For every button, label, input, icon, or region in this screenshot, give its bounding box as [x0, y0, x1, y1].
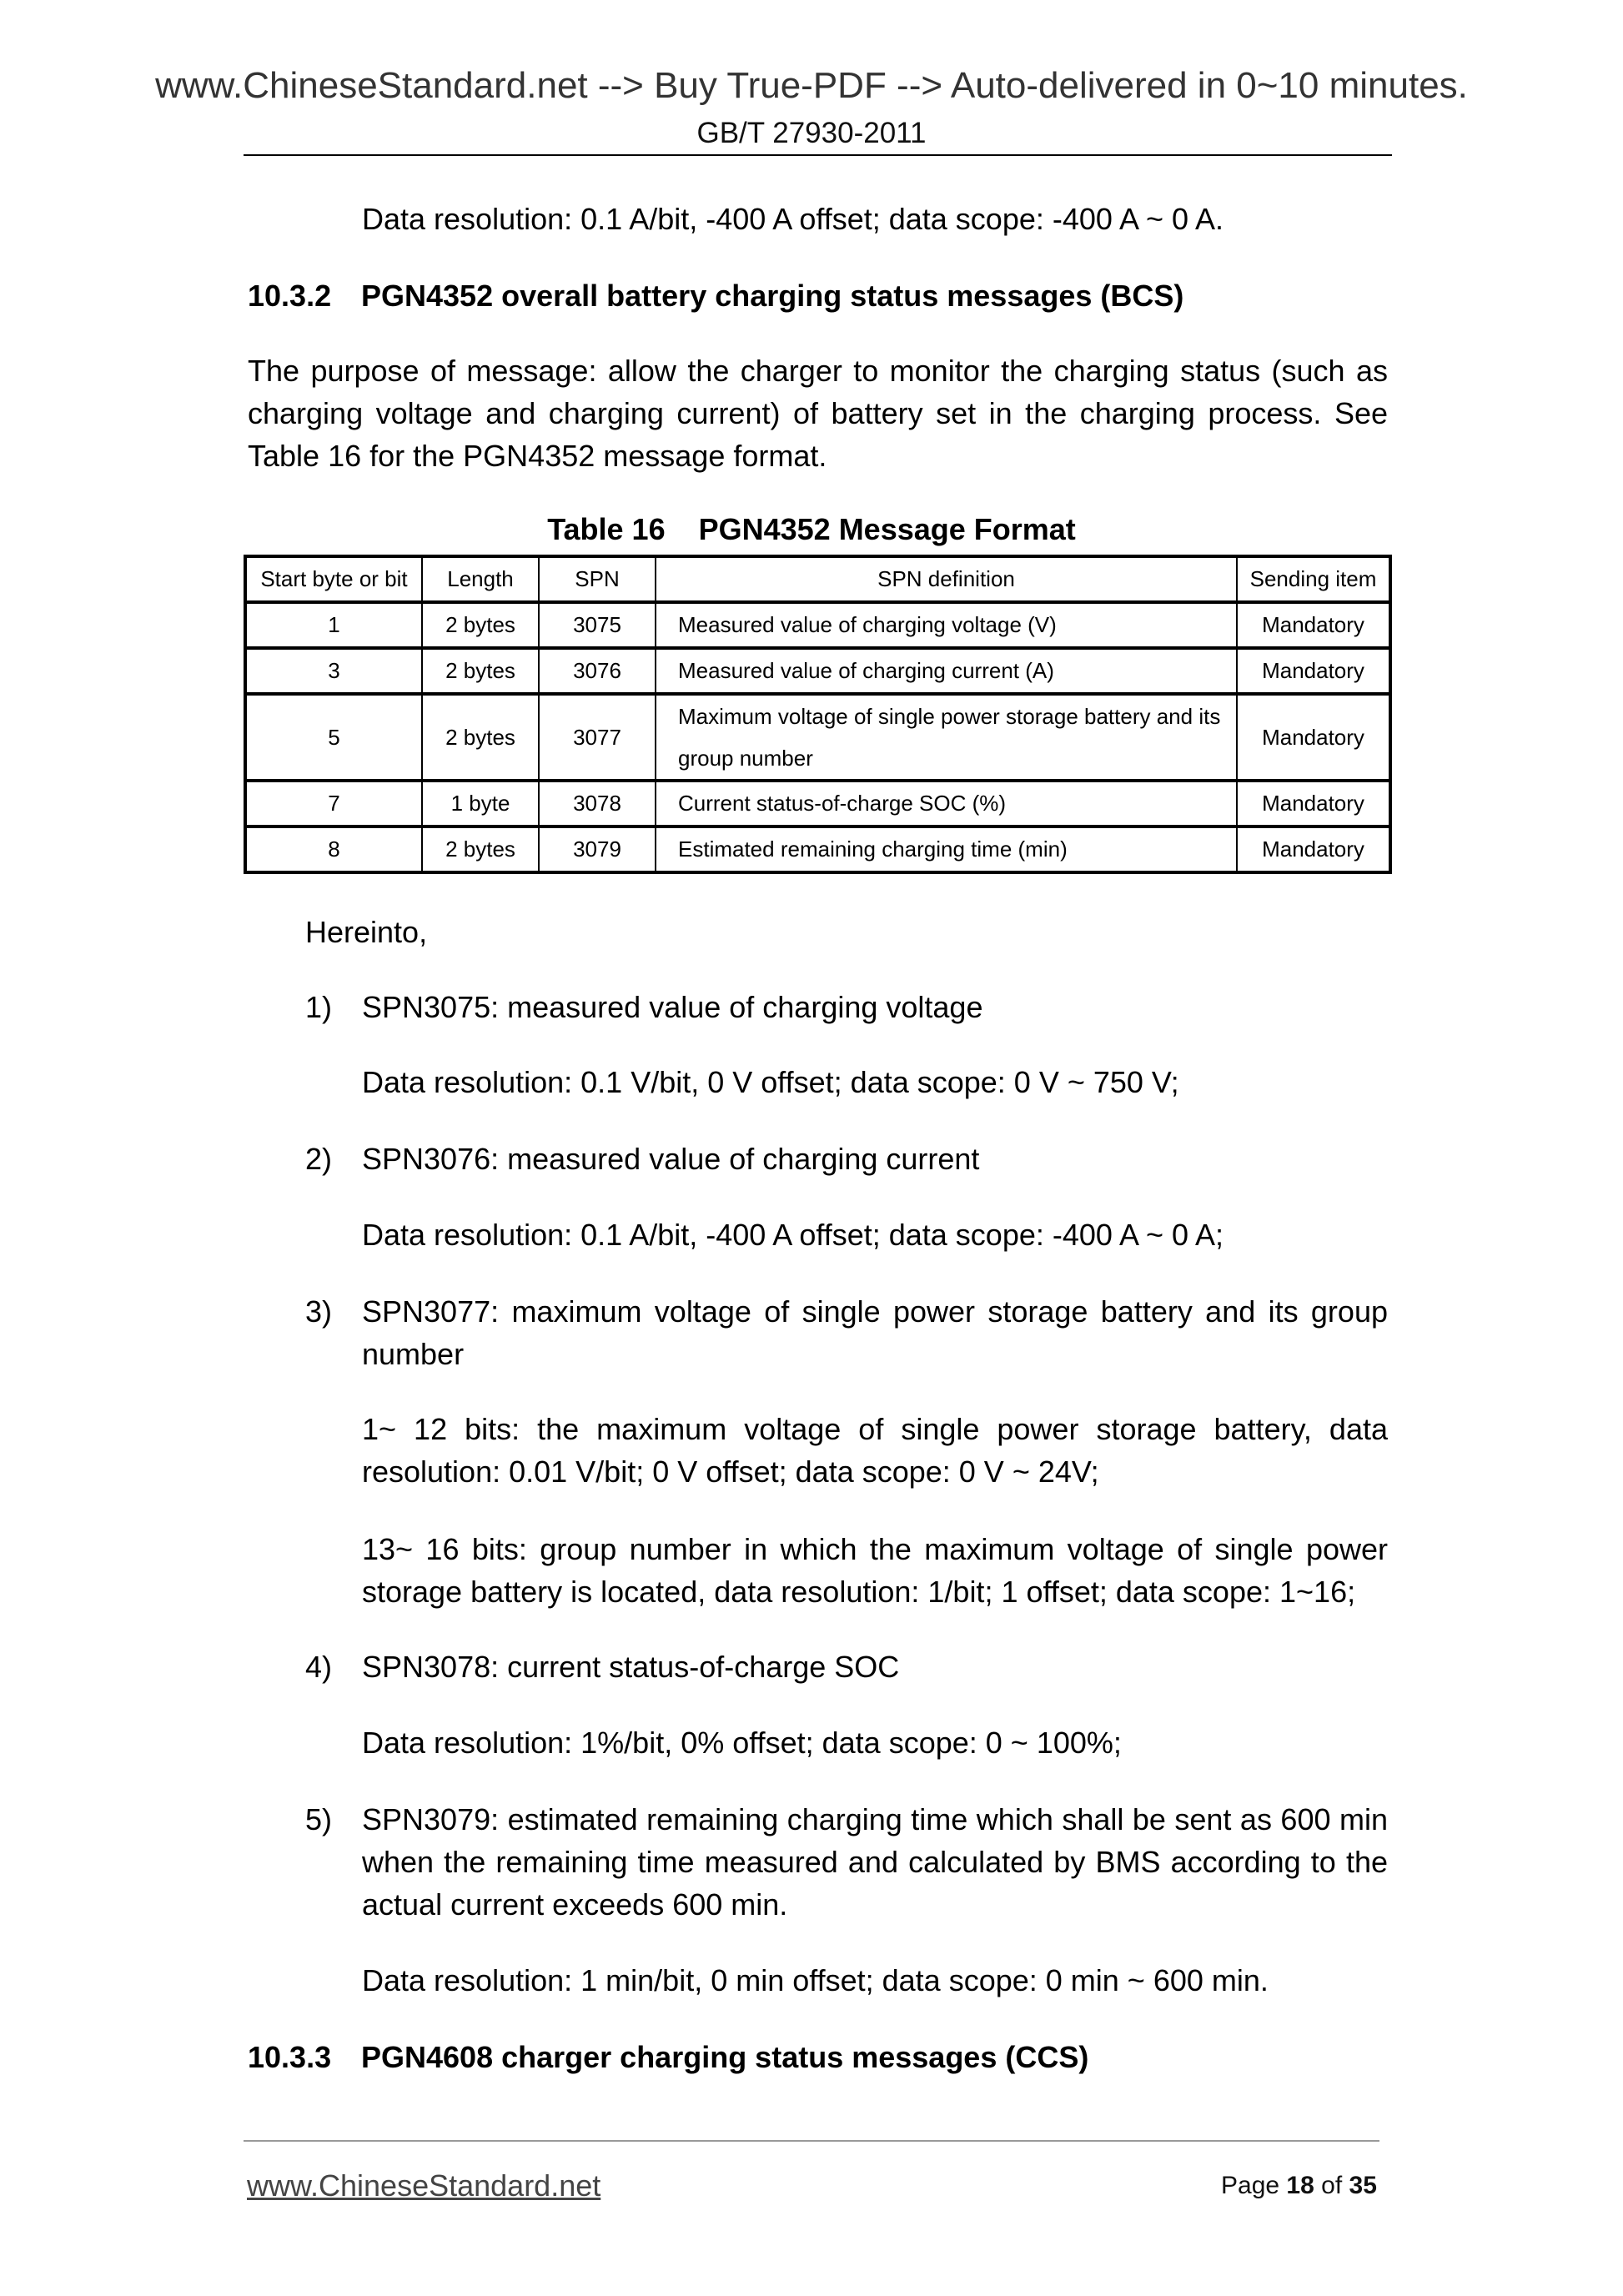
total-pages: 35 [1349, 2172, 1377, 2199]
section-title: PGN4352 overall battery charging status messages (BCS) [361, 279, 1184, 313]
cell: Mandatory [1237, 648, 1390, 694]
header-cell: SPN [539, 556, 656, 602]
table-caption: Table 16 PGN4352 Message Format [547, 512, 1076, 546]
cell: 1 byte [422, 781, 539, 826]
cell: 5 [245, 694, 422, 781]
item-title: SPN3077: maximum voltage of single power storage battery and its group number [362, 1294, 1388, 1371]
standard-number: GB/T 27930-2011 [696, 117, 927, 149]
page-of: of [1321, 2172, 1343, 2199]
table-row [245, 602, 1390, 648]
table-row [245, 781, 1390, 826]
item-title: SPN3079: estimated remaining charging time which shall be sent as 600 min when the remaining time measured and calculated by BMS according to the actual current exceeds 600 min. [362, 1802, 1388, 1922]
cell: 3077 [539, 694, 656, 781]
cell: Mandatory [1237, 602, 1390, 648]
hereinto-label: Hereinto, [305, 915, 428, 949]
header-cell: Sending item [1237, 556, 1390, 602]
item-number: 5) [305, 1802, 333, 1836]
section-number: 10.3.2 [248, 279, 332, 313]
section-title: PGN4608 charger charging status messages (CCS) [361, 2040, 1089, 2074]
cell: 3079 [539, 826, 656, 872]
item-title: SPN3078: current status-of-charge SOC [362, 1650, 900, 1684]
table-row [245, 826, 1390, 872]
cell: 8 [245, 826, 422, 872]
cell: Maximum voltage of single power storage battery and its group number [656, 694, 1237, 781]
cell: 2 bytes [422, 648, 539, 694]
table-header-row [245, 556, 1390, 602]
header-cell: Length [422, 556, 539, 602]
table-row [245, 648, 1390, 694]
cell: 3076 [539, 648, 656, 694]
item-number: 2) [305, 1142, 333, 1176]
cell: 2 bytes [422, 694, 539, 781]
cell: 1 [245, 602, 422, 648]
cell: Estimated remaining charging time (min) [656, 826, 1237, 872]
item-detail: Data resolution: 1%/bit, 0% offset; data scope: 0 ~ 100%; [362, 1726, 1122, 1760]
item-detail: 1~ 12 bits: the maximum voltage of single power storage battery, data resolution: 0.01 V/bit; 0 V offset; data scope: 0 V ~ 24V; [362, 1412, 1388, 1489]
header-cell: SPN definition [656, 556, 1237, 602]
section-heading-10-3-3 [248, 2036, 1088, 2078]
footer-link[interactable]: www.ChineseStandard.net [247, 2168, 601, 2203]
cell: 3078 [539, 781, 656, 826]
cell: 3 [245, 648, 422, 694]
header-cell: Start byte or bit [245, 556, 422, 602]
item-detail: Data resolution: 1 min/bit, 0 min offset; data scope: 0 min ~ 600 min. [362, 1963, 1269, 1997]
cell: 2 bytes [422, 826, 539, 872]
cell: Measured value of charging current (A) [656, 648, 1237, 694]
intro-line: Data resolution: 0.1 A/bit, -400 A offset; data scope: -400 A ~ 0 A. [362, 202, 1224, 236]
table-row [245, 694, 1390, 781]
item-title: SPN3075: measured value of charging voltage [362, 990, 983, 1024]
section-heading-10-3-2 [248, 274, 1183, 317]
cell: 7 [245, 781, 422, 826]
item-detail: Data resolution: 0.1 A/bit, -400 A offset; data scope: -400 A ~ 0 A; [362, 1218, 1224, 1252]
cell: Mandatory [1237, 694, 1390, 781]
cell: Mandatory [1237, 826, 1390, 872]
item-number: 1) [305, 990, 333, 1024]
cell: Current status-of-charge SOC (%) [656, 781, 1237, 826]
item-title: SPN3076: measured value of charging current [362, 1142, 980, 1176]
item-detail: Data resolution: 0.1 V/bit, 0 V offset; data scope: 0 V ~ 750 V; [362, 1065, 1179, 1099]
cell: Measured value of charging voltage (V) [656, 602, 1237, 648]
cell: 2 bytes [422, 602, 539, 648]
current-page: 18 [1286, 2172, 1314, 2199]
section-number: 10.3.3 [248, 2040, 332, 2074]
page-indicator [1221, 2172, 1377, 2200]
item-number: 4) [305, 1650, 333, 1684]
page-prefix: Page [1221, 2172, 1280, 2199]
header-banner[interactable]: www.ChineseStandard.net --> Buy True-PDF --> Auto-delivered in 0~10 minutes. [155, 65, 1468, 106]
cell: Mandatory [1237, 781, 1390, 826]
message-format-table [244, 555, 1392, 874]
header-divider [244, 154, 1392, 156]
item-detail: 13~ 16 bits: group number in which the maximum voltage of single power storage battery is located, data resolution: 1/bit; 1 offset; data scope: 1~16; [362, 1532, 1388, 1609]
cell: 3075 [539, 602, 656, 648]
footer-divider [244, 2140, 1379, 2142]
purpose-paragraph: The purpose of message: allow the charger to monitor the charging status (such as charging voltage and charging current) of battery set in the charging process. See Table 16 for the PGN4352 message format. [248, 354, 1388, 473]
item-number: 3) [305, 1294, 333, 1329]
